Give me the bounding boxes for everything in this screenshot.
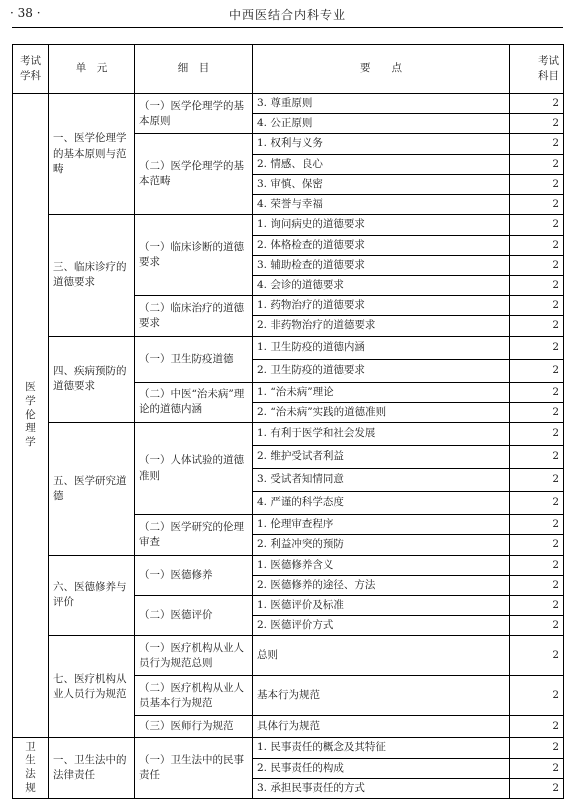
subject-cell	[13, 738, 49, 799]
table-row	[13, 738, 564, 758]
score-cell: 2	[510, 492, 564, 515]
header-subject: 考试 学科	[13, 45, 49, 94]
score-cell: 2	[510, 255, 564, 275]
point-cell: 4. 荣誉与幸福	[253, 195, 510, 215]
point-cell: 1. 伦理审查程序	[253, 515, 510, 535]
score-cell: 2	[510, 716, 564, 738]
point-cell: 1. 医德评价及标准	[253, 595, 510, 615]
point-cell: 2. 非药物治疗的道德要求	[253, 316, 510, 336]
point-cell: 1. 权利与义务	[253, 134, 510, 154]
header-score: 考试 科目	[510, 45, 564, 94]
item-cell: （二）中医“治未病”理论的道德内涵	[135, 382, 253, 422]
unit-cell: 四、疾病预防的道德要求	[49, 336, 135, 422]
subject-name: 卫生法规	[25, 740, 36, 794]
item-cell: （一）医学伦理学的基本原则	[135, 94, 253, 134]
score-cell: 2	[510, 359, 564, 382]
score-cell: 2	[510, 636, 564, 676]
score-cell: 2	[510, 402, 564, 422]
point-cell: 1. 药物治疗的道德要求	[253, 296, 510, 316]
point-cell: 2. 医德评价方式	[253, 616, 510, 636]
item-cell: （一）医疗机构从业人员行为规范总则	[135, 636, 253, 676]
item-cell: （二）临床治疗的道德要求	[135, 296, 253, 336]
score-cell: 2	[510, 575, 564, 595]
header-points: 要 点	[253, 45, 510, 94]
point-cell: 1. 医德修养含义	[253, 555, 510, 575]
point-cell: 2. 利益冲突的预防	[253, 535, 510, 555]
point-cell: 1. 有利于医学和社会发展	[253, 423, 510, 446]
item-cell: （一）医德修养	[135, 555, 253, 595]
point-cell: 3. 受试者知情同意	[253, 469, 510, 492]
point-cell: 2. 民事责任的构成	[253, 758, 510, 778]
item-cell: （二）医德评价	[135, 595, 253, 635]
score-cell: 2	[510, 555, 564, 575]
point-cell: 1. 民事责任的概念及其特征	[253, 738, 510, 758]
score-cell: 2	[510, 778, 564, 798]
score-cell: 2	[510, 676, 564, 716]
point-cell: 2. 体格检查的道德要求	[253, 235, 510, 255]
item-cell: （二）医学研究的伦理审查	[135, 515, 253, 555]
point-cell: 4. 会诊的道德要求	[253, 275, 510, 295]
point-cell: 2. 医德修养的途径、方法	[253, 575, 510, 595]
score-cell: 2	[510, 134, 564, 154]
point-cell: 3. 尊重原则	[253, 94, 510, 114]
score-cell: 2	[510, 469, 564, 492]
header-item: 细 目	[135, 45, 253, 94]
header-unit: 单 元	[49, 45, 135, 94]
score-cell: 2	[510, 758, 564, 778]
table-header-row	[13, 45, 564, 94]
item-cell: （三）医师行为规范	[135, 716, 253, 738]
score-cell: 2	[510, 382, 564, 402]
score-cell: 2	[510, 595, 564, 615]
point-cell: 3. 审慎、保密	[253, 174, 510, 194]
unit-cell: 七、医疗机构从业人员行为规范	[49, 636, 135, 738]
unit-cell: 六、医德修养与评价	[49, 555, 135, 636]
score-cell: 2	[510, 446, 564, 469]
table-row	[13, 94, 564, 114]
subject-cell	[13, 94, 49, 738]
point-cell: 总则	[253, 636, 510, 676]
point-cell: 具体行为规范	[253, 716, 510, 738]
score-cell: 2	[510, 215, 564, 235]
point-cell: 3. 辅助检查的道德要求	[253, 255, 510, 275]
page-number: · 38 ·	[10, 6, 41, 20]
score-cell: 2	[510, 515, 564, 535]
point-cell: 2. 情感、良心	[253, 154, 510, 174]
score-cell: 2	[510, 336, 564, 359]
item-cell: （二）医学伦理学的基本范畴	[135, 134, 253, 215]
point-cell: 3. 承担民事责任的方式	[253, 778, 510, 798]
point-cell: 2. 卫生防疫的道德要求	[253, 359, 510, 382]
score-cell: 2	[510, 154, 564, 174]
score-cell: 2	[510, 616, 564, 636]
item-cell: （二）医疗机构从业人员基本行为规范	[135, 676, 253, 716]
score-cell: 2	[510, 423, 564, 446]
table-row	[13, 215, 564, 235]
score-cell: 2	[510, 114, 564, 134]
score-cell: 2	[510, 235, 564, 255]
subject-name: 医学伦理学	[25, 381, 36, 448]
score-cell: 2	[510, 316, 564, 336]
point-cell: 1. “治未病”理论	[253, 382, 510, 402]
point-cell: 2. 维护受试者利益	[253, 446, 510, 469]
score-cell: 2	[510, 275, 564, 295]
score-cell: 2	[510, 296, 564, 316]
point-cell: 4. 公正原则	[253, 114, 510, 134]
running-title: 中西医结合内科专业	[228, 8, 346, 22]
unit-cell: 五、医学研究道德	[49, 423, 135, 555]
point-cell: 1. 卫生防疫的道德内涵	[253, 336, 510, 359]
point-cell: 4. 严谨的科学态度	[253, 492, 510, 515]
item-cell: （一）人体试验的道德准则	[135, 423, 253, 515]
score-cell: 2	[510, 174, 564, 194]
item-cell: （一）临床诊断的道德要求	[135, 215, 253, 296]
table-row	[13, 336, 564, 359]
score-cell: 2	[510, 195, 564, 215]
point-cell: 1. 询问病史的道德要求	[253, 215, 510, 235]
item-cell: （一）卫生防疫道德	[135, 336, 253, 382]
point-cell: 基本行为规范	[253, 676, 510, 716]
item-cell: （一）卫生法中的民事责任	[135, 738, 253, 799]
score-cell: 2	[510, 535, 564, 555]
unit-cell: 三、临床诊疗的道德要求	[49, 215, 135, 336]
table-row	[13, 636, 564, 676]
header-rule	[12, 27, 563, 28]
page-header	[0, 0, 575, 30]
syllabus-table	[12, 44, 564, 799]
unit-cell: 一、医学伦理学的基本原则与范畴	[49, 94, 135, 215]
score-cell: 2	[510, 738, 564, 758]
table-row	[13, 423, 564, 446]
table-row	[13, 555, 564, 575]
unit-cell: 一、卫生法中的法律责任	[49, 738, 135, 799]
score-cell: 2	[510, 94, 564, 114]
point-cell: 2. “治未病”实践的道德准则	[253, 402, 510, 422]
